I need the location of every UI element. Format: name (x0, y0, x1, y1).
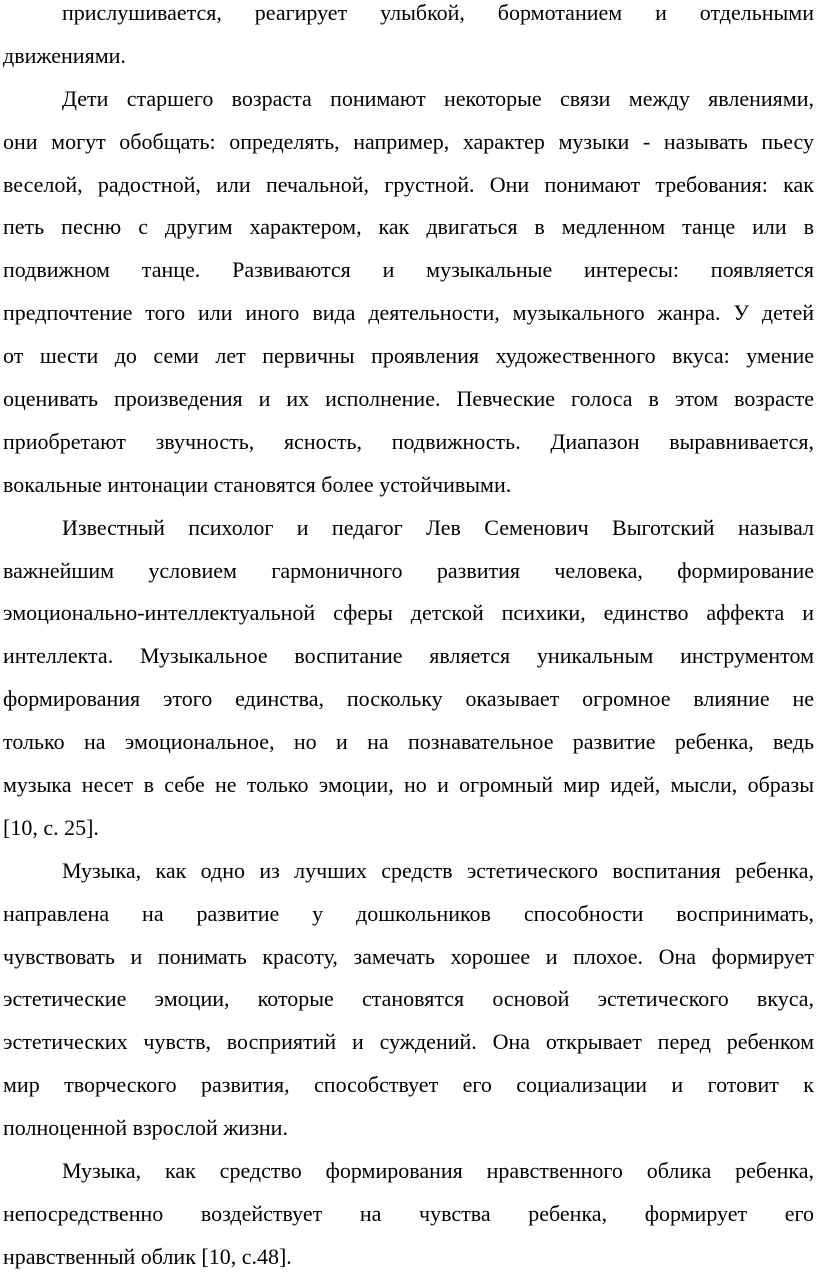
text-line: мир творческого развития, способствует его социализации и готовит к (3, 1072, 814, 1098)
text-line: полноценной взрослой жизни. (3, 1115, 288, 1141)
text-line: петь песню с другим характером, как двигаться в медленном танце или в (3, 214, 814, 240)
text-line: важнейшим условием гармоничного развития человека, формирование (3, 557, 814, 583)
text-line: музыка несет в себе не только эмоции, но и огромный мир идей, мысли, образы (3, 772, 814, 798)
text-line: подвижном танце. Развиваются и музыкальные интересы: появляется (3, 257, 814, 283)
paragraph-first-line: Дети старшего возраста понимают некоторые связи между явлениями, (62, 85, 814, 111)
text-line: только на эмоциональное, но и на познавательное развитие ребенка, ведь (3, 729, 814, 755)
paragraph-first-line: Музыка, как средство формирования нравственного облика ребенка, (62, 1158, 814, 1184)
text-line: они могут обобщать: определять, например, характер музыки - называть пьесу (3, 128, 814, 154)
text-line: формирования этого единства, поскольку оказывает огромное влияние не (3, 686, 814, 712)
paragraph-first-line: Музыка, как одно из лучших средств эстетического воспитания ребенка, (62, 857, 814, 883)
text-line: непосредственно воздействует на чувства ребенка, формирует его (3, 1200, 814, 1226)
text-line: вокальные интонации становятся более устойчивыми. (3, 471, 512, 497)
text-line: направлена на развитие у дошкольников способности воспринимать, (3, 900, 814, 926)
text-line: эстетические эмоции, которые становятся основой эстетического вкуса, (3, 986, 814, 1012)
text-line: эмоционально-интеллектуальной сферы детской психики, единство аффекта и (3, 600, 814, 626)
text-line: приобретают звучность, ясность, подвижность. Диапазон выравнивается, (3, 428, 814, 454)
text-line: веселой, радостной, или печальной, грустной. Они понимают требования: как (3, 171, 814, 197)
text-line: оценивать произведения и их исполнение. Певческие голоса в этом возрасте (3, 386, 814, 412)
text-line: движениями. (3, 42, 126, 68)
citation-line: нравственный облик [10, с.48]. (3, 1243, 292, 1269)
text-line: эстетических чувств, восприятий и суждений. Она открывает перед ребенком (3, 1029, 814, 1055)
paragraph-first-line: Известный психолог и педагог Лев Семенович Выготский называл (62, 514, 814, 540)
text-line: чувствовать и понимать красоту, замечать хорошее и плохое. Она формирует (3, 943, 814, 969)
text-line: предпочтение того или иного вида деятельности, музыкального жанра. У детей (3, 300, 814, 326)
text-line: интеллекта. Музыкальное воспитание является уникальным инструментом (3, 643, 814, 669)
text-line: прислушивается, реагирует улыбкой, бормотанием и отдельными (62, 0, 814, 25)
text-line: от шести до семи лет первичны проявления художественного вкуса: умение (3, 343, 814, 369)
citation-line: [10, с. 25]. (3, 814, 99, 840)
